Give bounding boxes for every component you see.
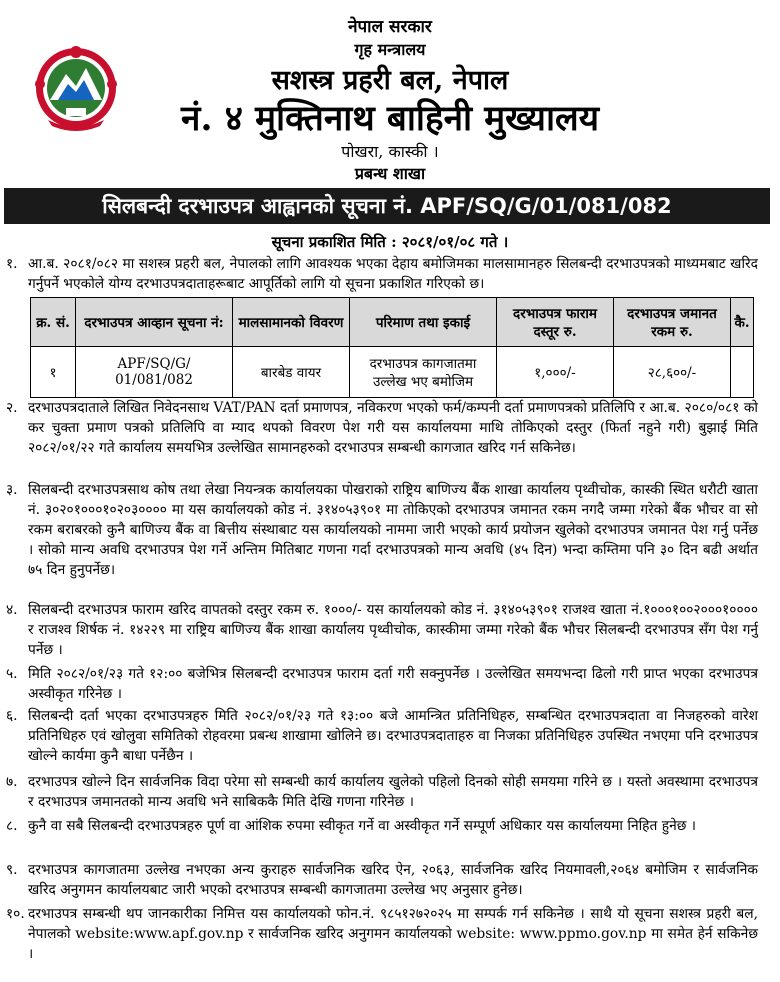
- table-header-row: [31, 298, 754, 347]
- clause-number: ६.: [6, 708, 18, 724]
- clause-text: कुनै वा सबै सिलबन्दी दरभाउपत्रहरु पूर्ण वा आंशिक रुपमा स्वीकृत गर्ने वा अस्वीकृत गर्ने सम्पूर्ण अधिकार यस कार्यालयमा निहित हुनेछ ।: [28, 818, 697, 834]
- clause-7: [6, 772, 758, 812]
- government-name: नेपाल सरकार: [348, 17, 432, 37]
- clause-1: [6, 254, 758, 294]
- col-bid-bond: दरभाउपत्र जमानत रकम रु.: [614, 298, 731, 347]
- clause-text: दरभाउपत्रदाताले लिखित निवेदनसाथ VAT/PAN दर्ता प्रमाणपत्र, नविकरण भएको फर्म/कम्पनी दर्ता प्रमाणपत्रको प्रतिलिपि र आ.ब. २०८०/०८१ को कर चुक्ता प्रमाण पत्रको प्रतिलिपि वा म्याद थपको विवरण पेश गरी यस कार्यालयमा माथि तोकिएको दस्तुर (फिर्ता नहुने गरी) बुझाई मिति २०८२/०१/२२ गते कार्यालय समयभित्र उल्लेखित सामानहरुको दरभाउपत्र सम्बन्धी कागजात खरिद गर्न सकिनेछ।: [28, 400, 758, 456]
- col-serial: क्र. सं.: [31, 298, 76, 347]
- col-remarks: कै.: [731, 298, 754, 347]
- clause-8: [6, 816, 758, 836]
- clause-number: ७.: [6, 774, 18, 790]
- clause-10: [6, 904, 758, 964]
- clause-text: दरभाउपत्र सम्बन्धी थप जानकारीका निमित्त यस कार्यालयको फोन.नं. ९८५१२७२०२५ मा सम्पर्क गर्न सकिनेछ । साथै यो सूचना सशस्त्र प्रहरी बल, नेपालको website:www.apf.gov.np र सार्वजनिक खरिद अनुगमन कार्यालयको website: www.ppmo.gov.np मा समेत हेर्न सकिनेछ ।: [28, 906, 758, 962]
- clause-text: सिलबन्दी दरभाउपत्र फाराम खरिद वापतको दस्तुर रकम रु. १०००/- यस कार्यालयको कोड नं. ३१४०५३९०१ राजश्व खाता नं.१०००१००२०००१०००० र राजश्व शिर्षक नं. १४२२९ मा राष्ट्रिय बाणिज्य बैंक शाखा कार्यालय पृथ्वीचोक, कास्कीमा जम्मा गरेको बैंक भौचर सिलबन्दी दरभाउपत्र सँग पेश गर्नु पर्नेछ ।: [28, 602, 758, 658]
- clause-text: दरभाउपत्र कागजातमा उल्लेख नभएका अन्य कुराहरु सार्वजनिक खरिद ऐन, २०६३, सार्वजनिक खरिद नियमावली,२०६४ बमोजिम र सार्वजनिक खरिद अनुगमन कार्यालयबाट जारी भएको दरभाउपत्र सम्बन्धी कागजातमा उल्लेख भए अनुसार हुनेछ।: [28, 862, 758, 898]
- clause-number: १.: [6, 256, 18, 272]
- clause-number: १०.: [6, 906, 25, 922]
- cell-bid-bond: २८,६००/-: [614, 347, 731, 398]
- items-table: [30, 297, 754, 398]
- cell-remarks: [731, 347, 754, 398]
- office-name: नं. ४ मुक्तिनाथ बाहिनी मुख्यालय: [180, 98, 600, 139]
- clause-number: २.: [6, 400, 18, 416]
- clause-text: सिलबन्दी दर्ता भएका दरभाउपत्रहरु मिति २०८२/०१/२३ गते १३:०० बजे आमन्त्रित प्रतिनिधिहरु, सम्बन्धित दरभाउपत्रदाता वा निजहरुको वारेश प्रतिनिधिहरु एवं खोलुवा समितिको रोहवरमा प्रबन्ध शाखामा खोलिने छ। दरभाउपत्रदाताहरु वा निजका प्रतिनिधिहरु उपस्थित नभएमा पनि दरभाउपत्र खोल्ने कार्यमा कुनै बाधा पर्नेछैन ।: [28, 708, 758, 764]
- clause-text: दरभाउपत्र खोल्ने दिन सार्वजनिक विदा परेमा सो सम्बन्धी कार्य कार्यालय खुलेको पहिलो दिनको सोही समयमा गरिने छ । यस्तो अवस्थामा दरभाउपत्र र दरभाउपत्र जमानतको मान्य अवधि भने साबिककै मिति देखि गणना गरिनेछ ।: [28, 774, 758, 810]
- cell-notice-no: APF/SQ/G/ 01/081/082: [76, 347, 233, 398]
- cell-quantity: दरभाउपत्र कागजातमा उल्लेख भए बमोजिम: [350, 347, 497, 398]
- col-notice-no: दरभाउपत्र आव्हान सूचना नं:: [76, 298, 233, 347]
- clause-2: [6, 398, 758, 458]
- clause-text: आ.ब. २०८१/०८२ मा सशस्त्र प्रहरी बल, नेपालको लागि आवश्यक भएका देहाय बमोजिमका मालसामानहरु सिलबन्दी दरभाउपत्रको माध्यमबाट खरिद गर्नुपर्ने भएकोले योग्य दरभाउपत्रदाताहरूबाट आपूर्तिको लागि यो सूचना प्रकाशित गरिएको छ।: [28, 256, 758, 292]
- organization-name: सशस्त्र प्रहरी बल, नेपाल: [271, 65, 509, 96]
- clause-4: [6, 600, 758, 660]
- clause-5: [6, 664, 758, 704]
- col-quantity: परिमाण तथा इकाई: [350, 298, 497, 347]
- clause-text: मिति २०८२/०१/२३ गते १२:०० बजेभित्र सिलबन्दी दरभाउपत्र फाराम दर्ता गरी सक्नुपर्नेछ । उल्लेखित समयभन्दा ढिलो गरी प्राप्त भएका दरभाउपत्र अस्वीकृत गरिनेछ ।: [28, 666, 758, 702]
- clause-6: [6, 706, 758, 766]
- cell-serial: १: [31, 347, 76, 398]
- table-row: [31, 347, 754, 398]
- clause-number: ९.: [6, 862, 18, 878]
- publication-date: सूचना प्रकाशित मिति : २०८१/०१/०८ गते ।: [271, 233, 509, 251]
- clause-number: ४.: [6, 602, 18, 618]
- cell-form-fee: १,०००/-: [497, 347, 614, 398]
- col-item: मालसामानको विवरण: [233, 298, 350, 347]
- ministry-name: गृह मन्त्रालय: [354, 40, 426, 59]
- section-name: प्रबन्ध शाखा: [354, 164, 426, 183]
- office-location: पोखरा, कास्की ।: [341, 142, 439, 161]
- nepal-emblem-icon: [28, 38, 124, 134]
- clause-number: ३.: [6, 482, 18, 498]
- cell-item: बारबेड वायर: [233, 347, 350, 398]
- clause-number: ८.: [6, 818, 18, 834]
- notice-title-banner: सिलबन्दी दरभाउपत्र आह्वानको सूचना नं. APF/SQ/G/01/081/082: [4, 188, 770, 224]
- clause-3: [6, 480, 758, 580]
- clause-number: ५.: [6, 666, 18, 682]
- clause-text: सिलबन्दी दरभाउपत्रसाथ कोष तथा लेखा नियन्त्रक कार्यालयका पोखराको राष्ट्रिय बाणिज्य बैंक शाखा कार्यालय पृथ्वीचोक, कास्की स्थित धरौटी खाता नं. ३०२०१०००१०२०३०००० मा यस कार्यालयको कोड नं. ३१४०५३९०१ मा तोकिएको दरभाउपत्र जमानत रकम नगदै जम्मा गरेको बैंक भौचर वा सो रकम बराबरको कुनै बाणिज्य बैंक वा बित्तीय संस्थाबाट यस कार्यालयको नाममा जारी भएको कार्य प्रयोजन खुलेको दरभाउपत्र जमानत पेश गर्नु पर्नेछ । सोको मान्य अवधि दरभाउपत्र पेश गर्ने अन्तिम मितिबाट गणना गर्दा दरभाउपत्रको मान्य अवधि (४५ दिन) भन्दा कम्तिमा पनि ३० दिन बढी अर्थात ७५ दिन हुनुपर्नेछ।: [28, 482, 758, 578]
- col-form-fee: दरभाउपत्र फाराम दस्तूर रु.: [497, 298, 614, 347]
- clause-9: [6, 860, 758, 900]
